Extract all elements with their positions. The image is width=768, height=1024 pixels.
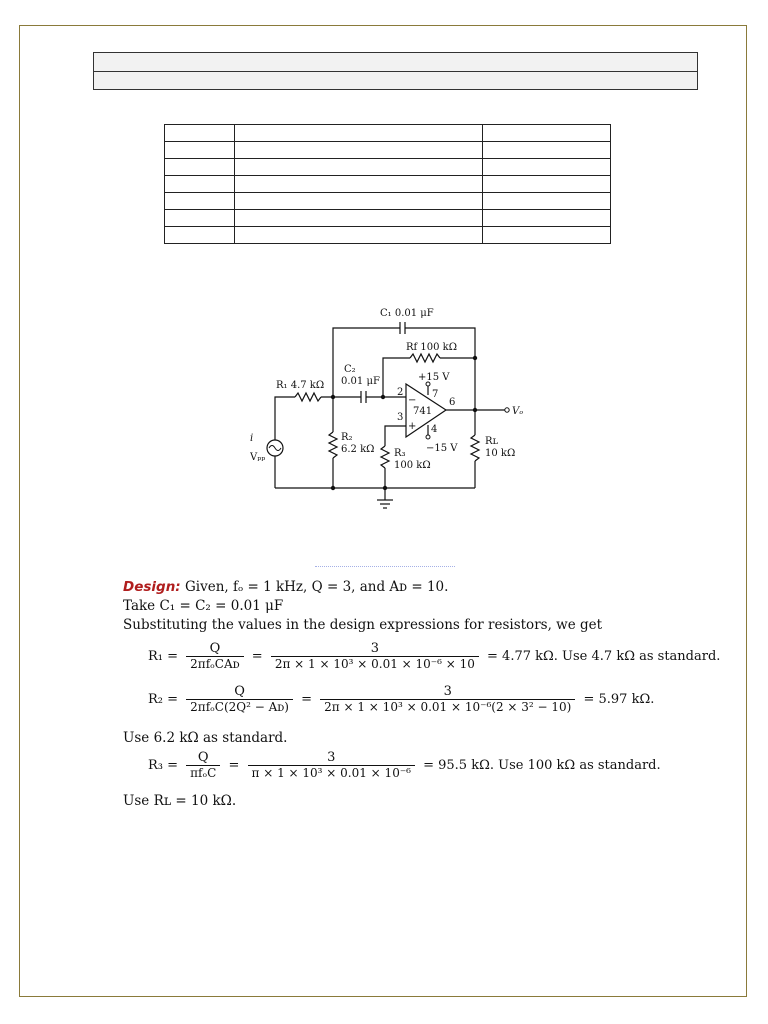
r2-numeric-fraction: [320, 684, 575, 714]
table-cell: [234, 142, 482, 159]
rf-label: Rf 100 kΩ: [406, 342, 458, 353]
table-row: [165, 159, 611, 176]
i-label: i: [250, 433, 254, 444]
take-line: Take C₁ = C₂ = 0.01 μF: [123, 598, 284, 614]
r2-sym-num: Q: [186, 684, 293, 700]
r3-equation: R₃ = $\frac{Q}{\text{πfₒC}}$ = $\frac{3}{\text{π × 1 × 10³ × 0.01 × 10⁻⁶}}$ = 95.5 kΩ. Use 100 kΩ as standard.: [148, 750, 661, 780]
opamp-label: 741: [413, 406, 433, 417]
c1-label: C₁ 0.01 μF: [380, 308, 434, 319]
minus-input-label: −: [408, 395, 417, 406]
design-text: [123, 578, 683, 635]
pin2-label: 2: [397, 387, 404, 398]
table-row: [165, 210, 611, 227]
pin7-label: 7: [432, 389, 439, 400]
plus-input-label: +: [408, 421, 417, 432]
r3-lhs: R₃ =: [148, 757, 179, 773]
r3-result: = 95.5 kΩ. Use 100 kΩ as standard.: [423, 757, 661, 773]
pin6-label: 6: [449, 397, 456, 408]
r3-numeric-fraction: [248, 750, 415, 780]
pin4-label: 4: [431, 424, 438, 435]
plus15-label: +15 V: [418, 372, 450, 383]
given-line: [123, 578, 683, 597]
r1-lhs: R₁ =: [148, 648, 179, 664]
rl-value: 10 kΩ: [485, 448, 516, 459]
pin3-label: 3: [397, 412, 404, 423]
table-cell: [483, 210, 611, 227]
table-cell: [234, 125, 482, 142]
r2-symbolic-fraction: [186, 684, 293, 714]
r1-num-num: 3: [271, 641, 479, 657]
vo-label: Vₒ: [512, 406, 524, 417]
r3-num-num: 3: [248, 750, 415, 766]
table-row: [165, 125, 611, 142]
r2-name: R₂: [341, 432, 353, 443]
table-cell: [234, 210, 482, 227]
substituting-line: Substituting the values in the design expressions for resistors, we get: [123, 617, 603, 633]
r2-sym-den: 2πfₒC(2Q² − Aᴅ): [190, 700, 289, 714]
table-cell: [165, 125, 235, 142]
r2-num-den: 2π × 1 × 10³ × 0.01 × 10⁻⁶(2 × 3² − 10): [324, 700, 572, 714]
table-cell: [165, 210, 235, 227]
table-cell: [234, 159, 482, 176]
faint-divider: [315, 566, 455, 567]
r2-equation: R₂ = $\frac{Q}{\text{2πfₒC(2Q² − Aᴅ)}}$ = $\frac{3}{\text{2π × 1 × 10³ × 0.01 × 10⁻⁶(2 × 3² − 10)}}$ = 5.97 kΩ.: [148, 684, 655, 714]
r3-num-den: π × 1 × 10³ × 0.01 × 10⁻⁶: [251, 766, 411, 780]
r1-label: R₁ 4.7 kΩ: [276, 380, 325, 391]
r1-numeric-fraction: [271, 641, 479, 671]
design-label: Design:: [123, 579, 181, 595]
table-row: [165, 193, 611, 210]
minus15-label: −15 V: [426, 443, 458, 454]
r2-value: 6.2 kΩ: [341, 444, 375, 455]
header-row: [94, 53, 697, 72]
c2-value: 0.01 μF: [341, 376, 380, 387]
r1-result: = 4.77 kΩ. Use 4.7 kΩ as standard.: [487, 648, 721, 664]
r3-sym-num: Q: [186, 750, 220, 766]
table-cell: [234, 176, 482, 193]
r2-note: Use 6.2 kΩ as standard.: [123, 730, 288, 746]
table-cell: [483, 176, 611, 193]
table-cell: [483, 159, 611, 176]
table-cell: [165, 193, 235, 210]
r3-value: 100 kΩ: [394, 460, 431, 471]
table-cell: [483, 142, 611, 159]
r2-result: = 5.97 kΩ.: [583, 691, 655, 707]
rl-name: Rʟ: [485, 436, 498, 447]
r3-sym-den: πfₒC: [190, 766, 217, 780]
r1-symbolic-fraction: [186, 641, 243, 671]
table-cell: [483, 227, 611, 244]
r1-sym-num: Q: [186, 641, 243, 657]
r1-num-den: 2π × 1 × 10³ × 0.01 × 10⁻⁶ × 10: [274, 657, 475, 671]
r1-sym-den: 2πfₒCAᴅ: [190, 657, 240, 671]
table-cell: [234, 193, 482, 210]
r3-name: R₃: [394, 448, 406, 459]
table-cell: [165, 227, 235, 244]
table-row: [165, 142, 611, 159]
table-cell: [483, 125, 611, 142]
vpp-label: Vₚₚ: [250, 452, 266, 463]
r3-symbolic-fraction: [186, 750, 220, 780]
bandpass-circuit-diagram: [250, 300, 530, 515]
r1-equation: R₁ = $\frac{Q}{\text{2πfₒCAᴅ}}$ = $\frac{3}{\text{2π × 1 × 10³ × 0.01 × 10⁻⁶ × 10}}$ = 4.77 kΩ. Use 4.7 kΩ as standard.: [148, 641, 721, 671]
r2-num-num: 3: [320, 684, 575, 700]
table-cell: [165, 176, 235, 193]
table-cell: [165, 142, 235, 159]
header-table: [93, 52, 698, 90]
rl-note: Use Rʟ = 10 kΩ.: [123, 793, 237, 809]
table-row: [165, 227, 611, 244]
table-cell: [234, 227, 482, 244]
table-row: [165, 176, 611, 193]
r2-lhs: R₂ =: [148, 691, 179, 707]
header-row: [94, 72, 697, 90]
table-cell: [165, 159, 235, 176]
c2-name: C₂: [344, 364, 356, 375]
blank-table: [164, 124, 611, 244]
given-text: Given, fₒ = 1 kHz, Q = 3, and Aᴅ = 10.: [185, 579, 449, 595]
table-cell: [483, 193, 611, 210]
